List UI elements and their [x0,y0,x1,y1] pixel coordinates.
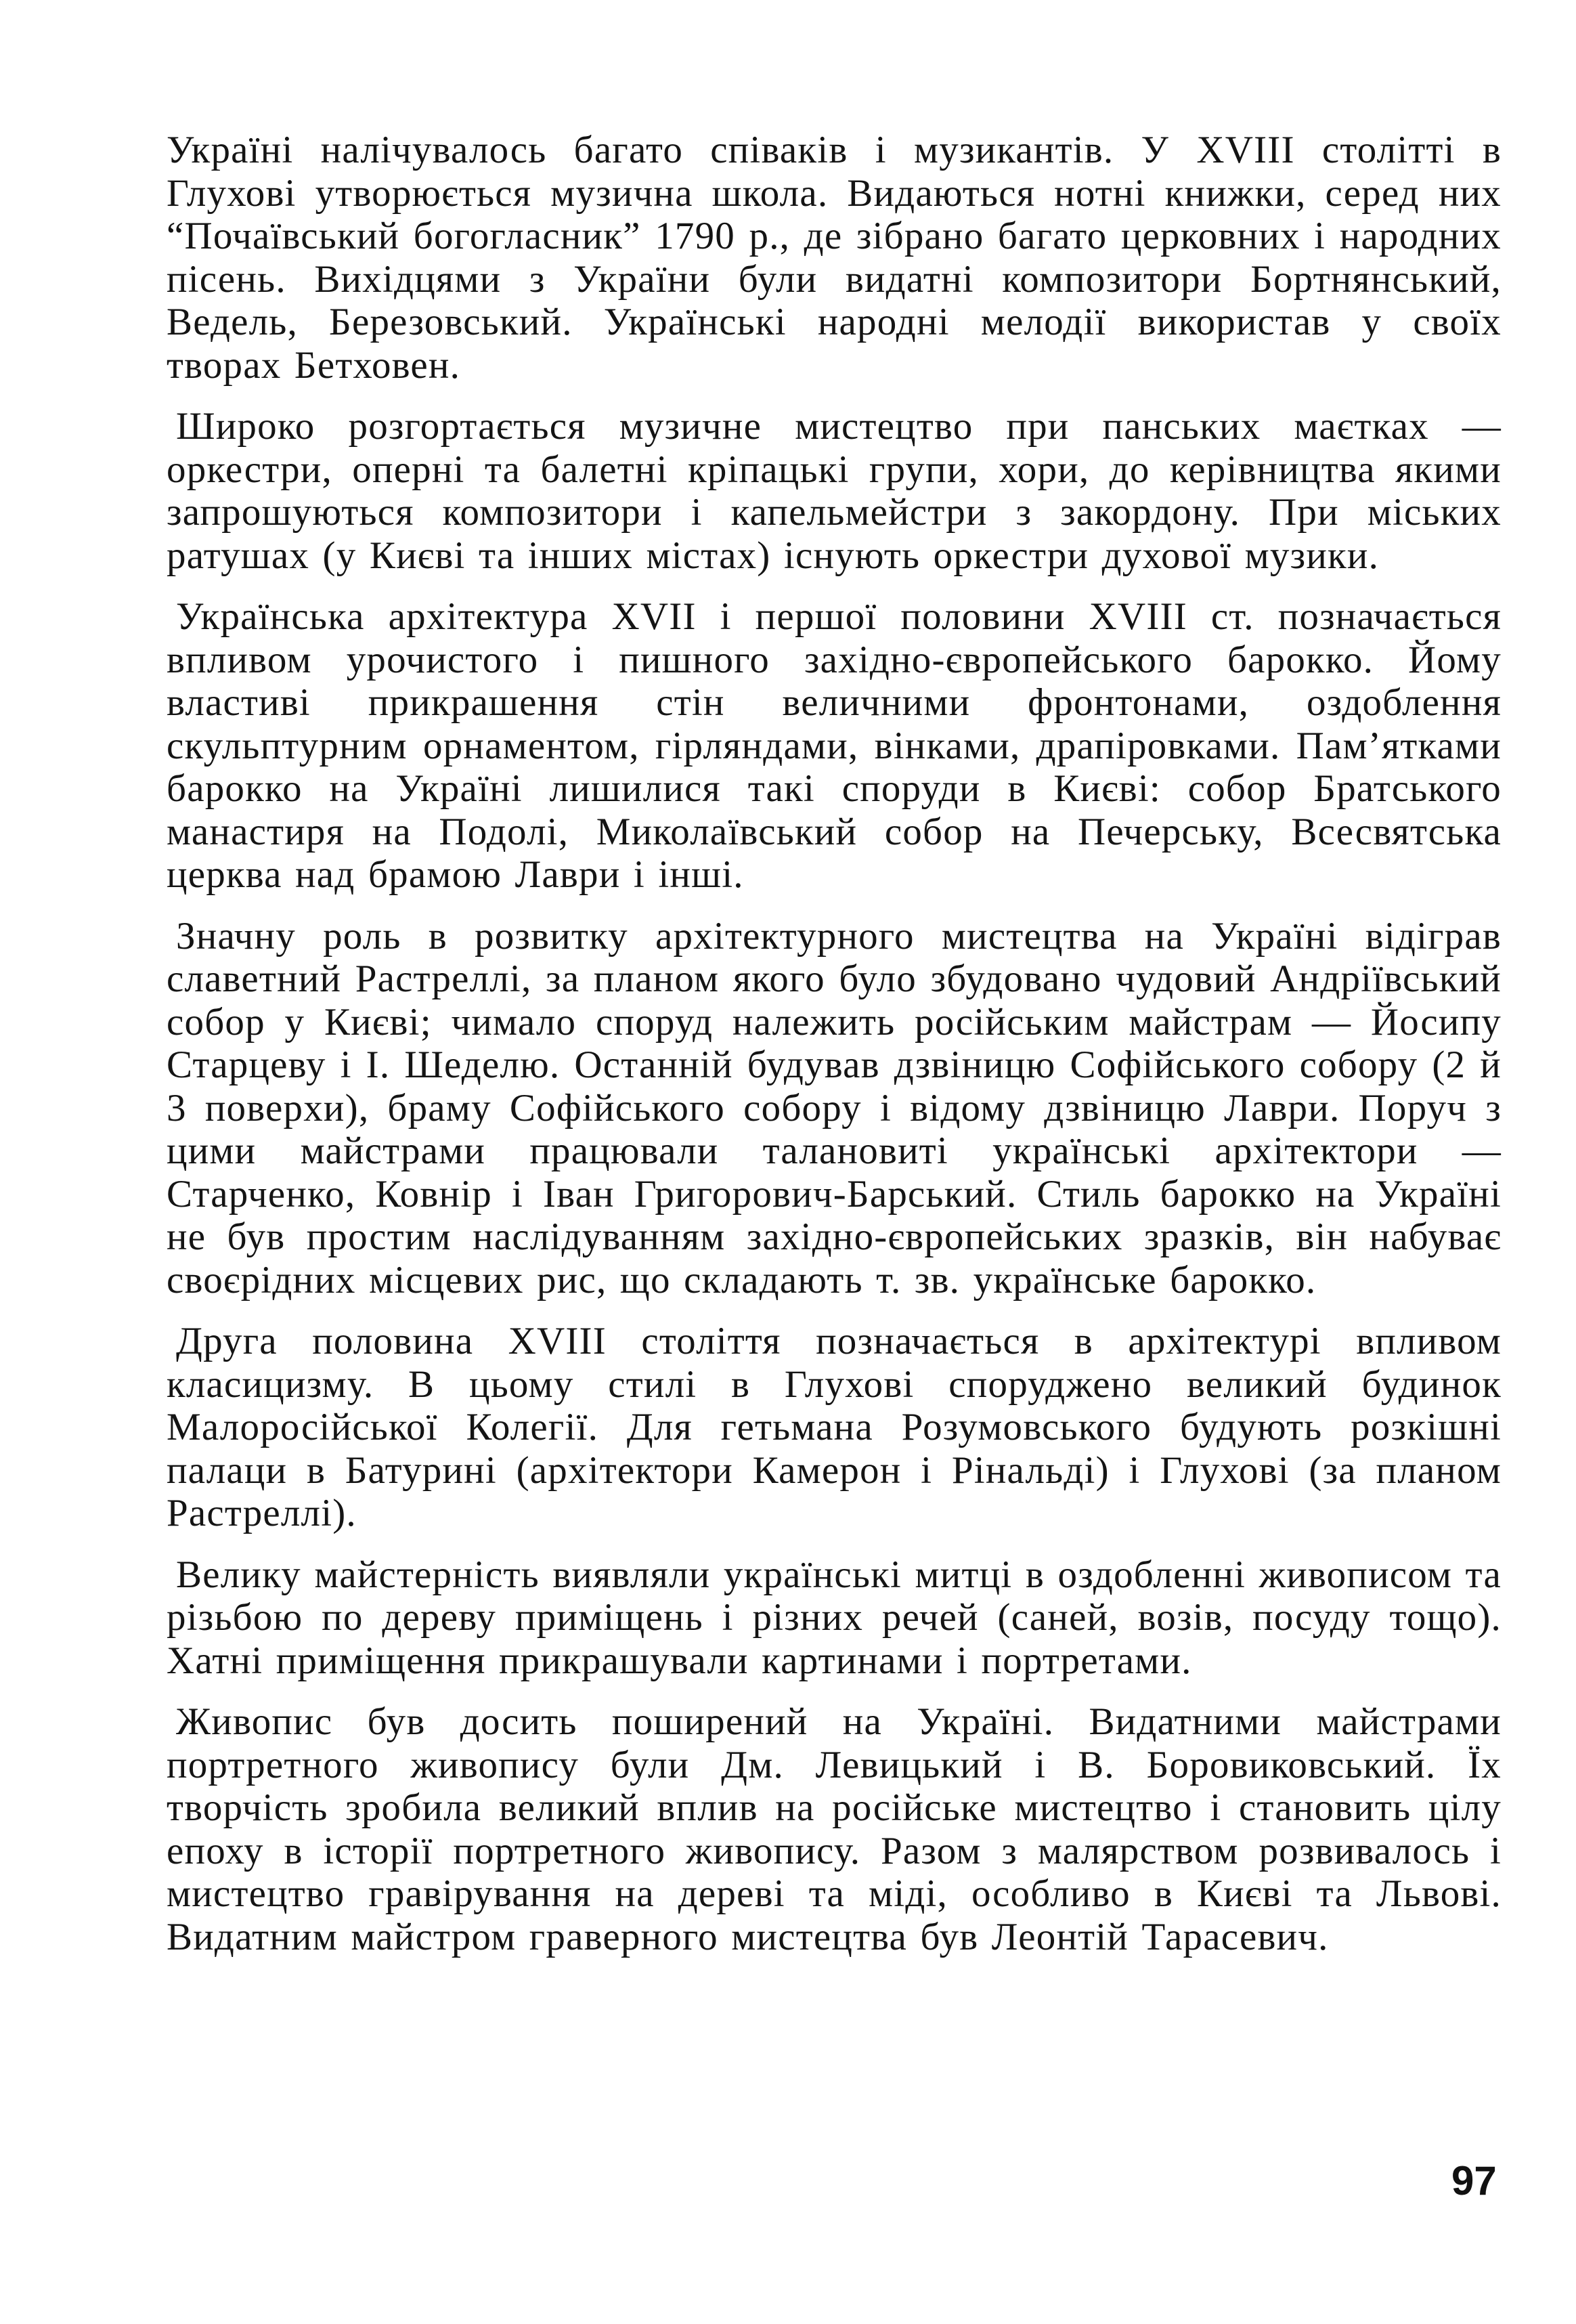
page-number: 97 [1451,2158,1497,2203]
paragraph-music-schools: Україні налічувалось багато співаків і музикантів. У XVIII столітті в Глухові утворюється музична школа. Видаються нотні книжки, серед них “Почаївський богогласник” 1790 р., де зібрано багато церковних і народних пісень. Вихідцями з України були видатні композитори Бортнянський, Ведель, Березовський. Українські народні мелодії використав у своїх творах Бетховен. [167,129,1502,387]
paragraph-estate-music: Широко розгортається музичне мистецтво при панських маєтках — оркестри, оперні та балетні кріпацькі групи, хори, до керівництва якими запрошуються композитори і капельмейстри з закордону. При міських ратушах (у Києві та інших містах) існують оркестри духової музики. [167,405,1502,577]
paragraph-decorative-arts: Велику майстерність виявляли українські митці в оздобленні живописом та різьбою по дереву приміщень і різних речей (саней, возів, посуду тощо). Хатні приміщення прикрашували картинами і портретами. [167,1553,1502,1682]
paragraph-baroque-architecture: Українська архітектура XVII і першої половини XVIII ст. позначається впливом урочистого і пишного західно-європейського барокко. Йому властиві прикрашення стін величними фронтонами, оздоблення скульптурним орнаментом, гірляндами, вінками, драпіровками. Пам’ятками барокко на Україні лишилися такі споруди в Києві: собор Братського манастиря на Подолі, Миколаївський собор на Печерську, Всесвятська церква над брамою Лаври і інші. [167,595,1502,896]
paragraph-rastrelli: Значну роль в розвитку архітектурного мистецтва на Україні відіграв славетний Растреллі, за планом якого було збудовано чудовий Андріївський собор у Києві; чимало споруд належить російським майстрам — Йосипу Старцеву і І. Шеделю. Останній будував дзвіницю Софійського собору (2 й 3 поверхи), браму Софійського собору і відому дзвіницю Лаври. Поруч з цими майстрами працювали талановиті українські архітектори — Старченко, Ковнір і Іван Григорович-Барський. Стиль барокко на Україні не був простим наслідуванням західно-європейських зразків, він набуває своєрідних місцевих рис, що складають т. зв. українське барокко. [167,914,1502,1301]
paragraph-painting: Живопис був досить поширений на Україні. Видатними майстрами портретного живопису були Дм. Левицький і В. Боровиковський. Їх творчість зробила великий вплив на російське мистецтво і становить цілу епоху в історії портретного живопису. Разом з малярством розвивалось і мистецтво гравірування на дереві та міді, особливо в Києві та Львові. Видатним майстром граверного мистецтва був Леонтій Тарасевич. [167,1700,1502,1958]
paragraph-classicism: Друга половина XVIII століття позначається в архітектурі впливом класицизму. В цьому стилі в Глухові споруджено великий будинок Малоросійської Колегії. Для гетьмана Розумовського будують розкішні палаци в Батурині (архітектори Камерон і Рінальді) і Глухові (за планом Растреллі). [167,1320,1502,1534]
body-text [167,129,1502,1977]
